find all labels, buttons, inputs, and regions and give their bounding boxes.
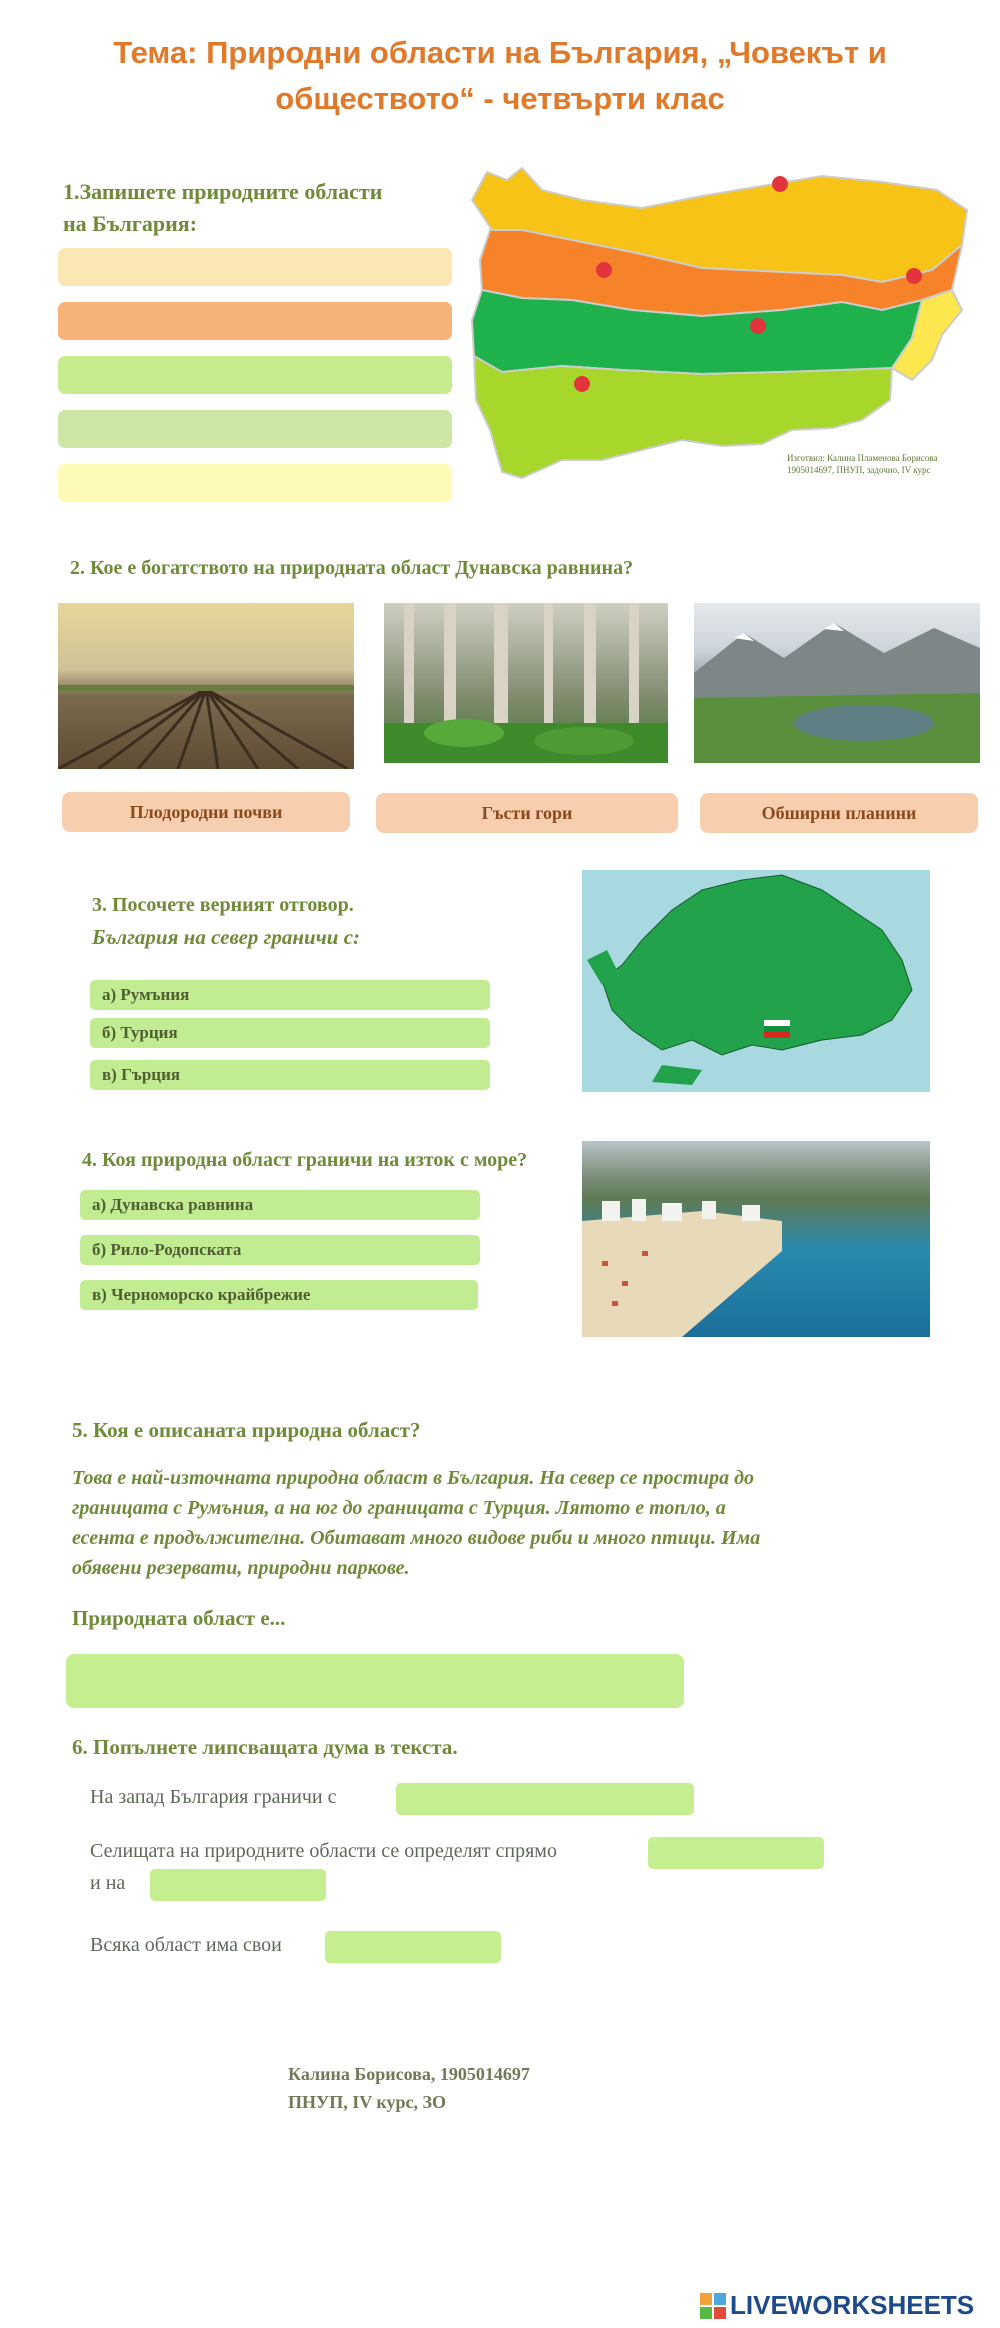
- q6-blank-4[interactable]: [325, 1931, 501, 1963]
- europe-map: [582, 870, 930, 1092]
- brand-name: LIVEWORKSHEETS: [730, 2290, 975, 2320]
- q6-blank-1[interactable]: [396, 1783, 694, 1815]
- q4-option-danube-plain[interactable]: а) Дунавска равнина: [80, 1190, 480, 1220]
- option-dense-forests[interactable]: Гъсти гори: [376, 793, 678, 833]
- region-input-4[interactable]: [58, 410, 452, 448]
- option-fertile-soils[interactable]: Плодородни почви: [62, 792, 350, 832]
- q5-title: 5. Коя е описаната природна област?: [72, 1418, 421, 1442]
- mountains-photo: [694, 603, 980, 763]
- bulgaria-regions-map: [462, 160, 982, 490]
- region-input-5[interactable]: [58, 464, 452, 502]
- q6-blank-2[interactable]: [648, 1837, 824, 1869]
- fertile-field-photo: [58, 603, 354, 769]
- liveworksheets-icon: [700, 2293, 726, 2319]
- author-credit: Калина Борисова, 1905014697 ПНУП, IV курс, ЗО: [288, 2064, 530, 2112]
- option-vast-mountains[interactable]: Обширни планини: [700, 793, 978, 833]
- q6-sentence-3: Всяка област има свои: [90, 1934, 282, 1956]
- q4-option-rila-rhodope[interactable]: б) Рило-Родопската: [80, 1235, 480, 1265]
- q6-sentence-2b: и на: [90, 1872, 126, 1894]
- region-input-2[interactable]: [58, 302, 452, 340]
- q3-option-romania[interactable]: а) Румъния: [90, 980, 490, 1010]
- q5-description: Това е най-източната природна област в България. На север се простира до границата с Румъния, а на юг до границата с Турция. Лятото е топло, а есента е продължителна. Обитават много видове риби и много птици. Има обявени резервати, природни паркове.: [72, 1467, 761, 1579]
- liveworksheets-logo[interactable]: [700, 2290, 974, 2321]
- region-input-3[interactable]: [58, 356, 452, 394]
- q4-title: 4. Коя природна област граничи на изток с море?: [82, 1149, 528, 1171]
- q2-title: 2. Кое е богатството на природната област Дунавска равнина?: [70, 557, 634, 579]
- q5-answer-label: Природната област е...: [72, 1606, 286, 1630]
- page-title: Тема: Природни области на България, „Човекът и обществото“ - четвърти клас: [113, 35, 887, 116]
- q3-option-turkey[interactable]: б) Турция: [90, 1018, 490, 1048]
- q6-title: 6. Попълнете липсващата дума в текста.: [72, 1735, 458, 1759]
- forest-photo: [384, 603, 668, 763]
- q1-title: 1.Запишете природните области на България:: [63, 179, 383, 236]
- map-credit: Изготвил: Калина Пламенова Борисова 1905014697, ПНУП, задочно, IV курс: [787, 453, 938, 475]
- q6-blank-3[interactable]: [150, 1869, 326, 1901]
- region-input-1[interactable]: [58, 248, 452, 286]
- q4-option-black-sea-coast[interactable]: в) Черноморско крайбрежие: [80, 1280, 478, 1310]
- q6-sentence-1: На запад България граничи с: [90, 1786, 337, 1808]
- q6-sentence-2: Селищата на природните области се определят спрямо: [90, 1840, 557, 1862]
- q3-option-greece[interactable]: в) Гърция: [90, 1060, 490, 1090]
- q5-answer-input[interactable]: [66, 1654, 684, 1708]
- q3-title: 3. Посочете верният отговор. България на север граничи с:: [92, 894, 361, 949]
- seaside-resort-photo: [582, 1141, 930, 1337]
